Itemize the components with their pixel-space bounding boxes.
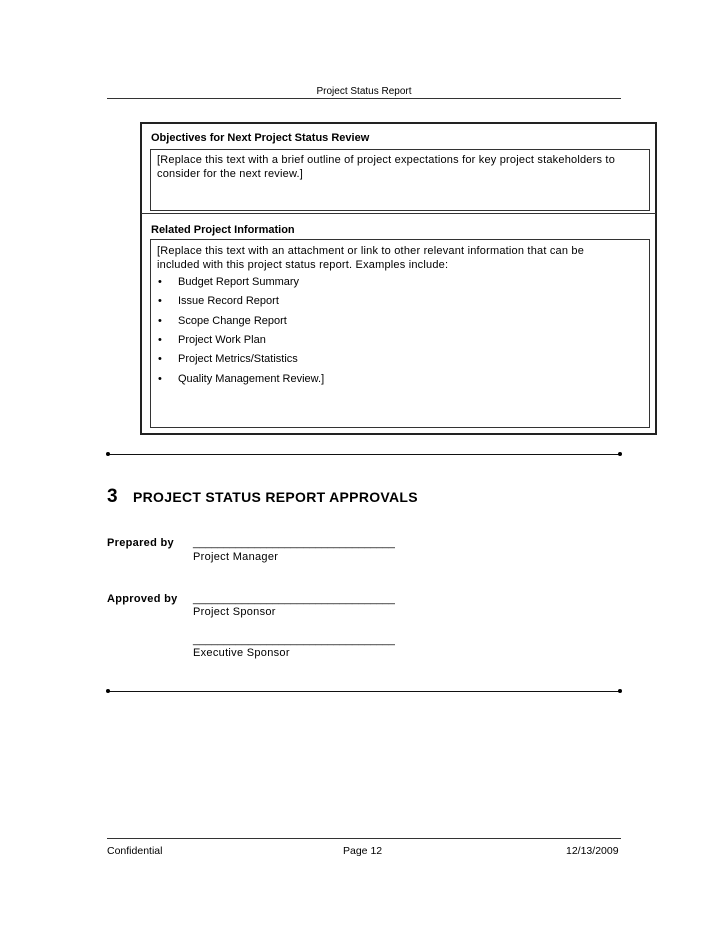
objectives-title: Objectives for Next Project Status Review	[151, 132, 370, 144]
role-project-sponsor: Project Sponsor	[193, 606, 276, 618]
section-heading: PROJECT STATUS REPORT APPROVALS	[133, 489, 418, 505]
divider-endpoint-dot	[106, 452, 110, 456]
list-item-text: Budget Report Summary	[178, 276, 300, 288]
objectives-line-2: consider for the next review.]	[157, 168, 304, 180]
bullet-icon: •	[158, 295, 162, 307]
section-divider	[108, 691, 621, 692]
footer-page-number: Page 12	[343, 845, 383, 857]
divider-endpoint-dot	[618, 452, 622, 456]
related-line-1: [Replace this text with an attachment or link to other relevant information that can be	[157, 245, 585, 257]
bullet-icon: •	[158, 353, 162, 365]
divider-endpoint-dot	[618, 689, 622, 693]
approved-by-label: Approved by	[107, 593, 178, 605]
footer-confidential: Confidential	[107, 845, 163, 857]
header-rule	[107, 98, 621, 99]
signature-line-project-sponsor[interactable]: _________________________________	[193, 593, 395, 605]
footer-rule	[107, 838, 621, 839]
table-divider	[141, 213, 656, 214]
list-item-text: Scope Change Report	[178, 315, 287, 327]
bullet-icon: •	[158, 334, 162, 346]
prepared-by-label: Prepared by	[107, 537, 174, 549]
section-divider	[108, 454, 621, 455]
role-executive-sponsor: Executive Sponsor	[193, 647, 290, 659]
divider-endpoint-dot	[106, 689, 110, 693]
bullet-icon: •	[158, 276, 162, 288]
section-number: 3	[107, 486, 118, 507]
related-line-2: included with this project status report. Examples include:	[157, 259, 449, 271]
page-header-title: Project Status Report	[316, 86, 412, 97]
bullet-icon: •	[158, 373, 162, 385]
signature-line-project-manager[interactable]: _________________________________	[193, 537, 395, 549]
bullet-icon: •	[158, 315, 162, 327]
role-project-manager: Project Manager	[193, 551, 279, 563]
related-title: Related Project Information	[151, 224, 295, 236]
objectives-line-1: [Replace this text with a brief outline of project expectations for key project stakeholders to	[157, 154, 616, 166]
list-item-text: Quality Management Review.]	[178, 373, 325, 385]
list-item-text: Issue Record Report	[178, 295, 279, 307]
list-item-text: Project Metrics/Statistics	[178, 353, 298, 365]
list-item-text: Project Work Plan	[178, 334, 266, 346]
signature-line-executive-sponsor[interactable]: _________________________________	[193, 634, 395, 646]
footer-date: 12/13/2009	[566, 845, 619, 857]
